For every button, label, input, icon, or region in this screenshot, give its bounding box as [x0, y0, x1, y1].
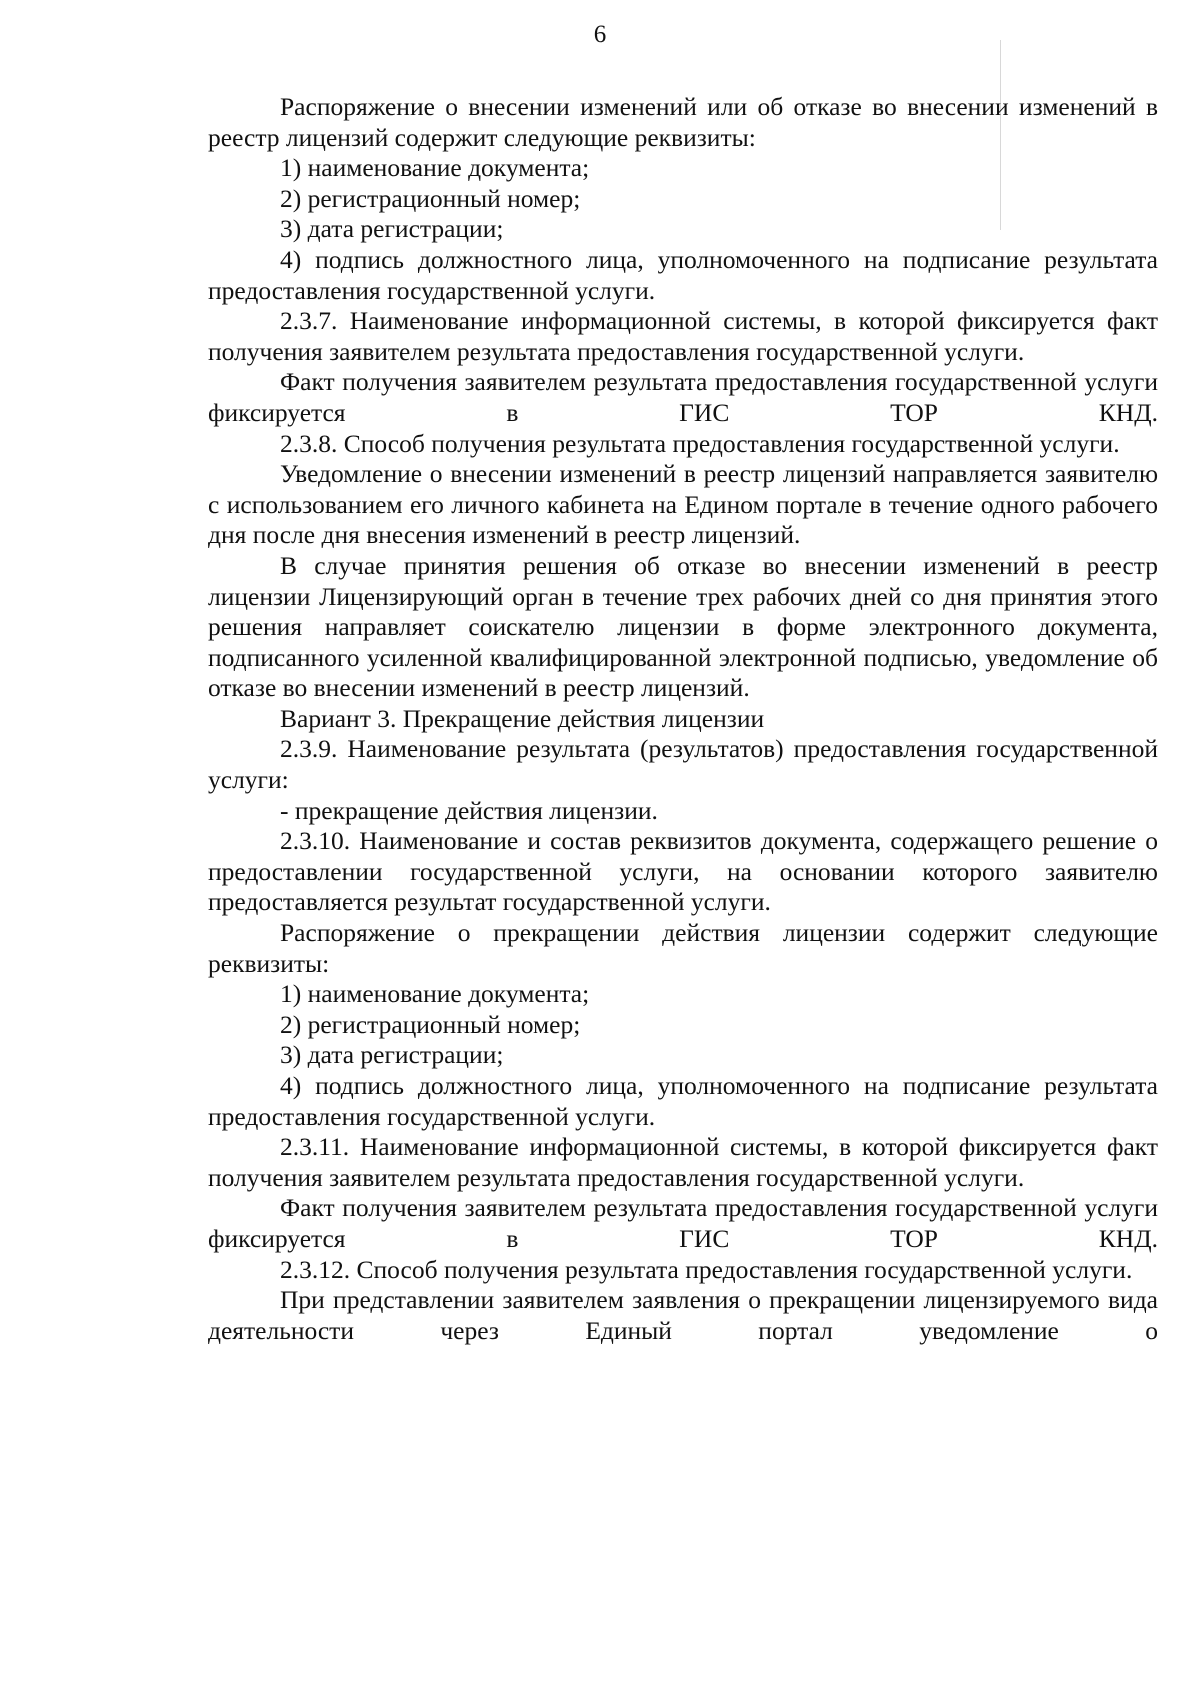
- list-item: 2) регистрационный номер;: [280, 1009, 581, 1039]
- section-paragraph: 2.3.11. Наименование информационной системы, в которой фиксируется факт получения заявителем результата предоставления государственной услуги.: [208, 1132, 1158, 1192]
- paragraph: Распоряжение о внесении изменений или об отказе во внесении изменений в реестр лицензий содержит следующие реквизиты:: [208, 92, 1158, 152]
- document-body: [208, 92, 1158, 1346]
- list-item: 3) дата регистрации;: [280, 214, 504, 244]
- paragraph: В случае принятия решения об отказе во внесении изменений в реестр лицензии Лицензирующий орган в течение трех рабочих дней со дня принятия этого решения направляет соискателю лицензии в форме электронного документа, подписанного усиленной квалифицированной электронной подписью, уведомление об отказе во внесении изменений в реестр лицензий.: [208, 550, 1158, 703]
- list-item: 4) подпись должностного лица, уполномоченного на подписание результата предоставления государственной услуги.: [208, 244, 1158, 305]
- paragraph: Факт получения заявителем результата предоставления государственной услуги фиксируется в ГИС ТОР КНД.: [208, 1193, 1158, 1253]
- list-item: - прекращение действия лицензии.: [280, 795, 658, 825]
- section-paragraph: 2.3.9. Наименование результата (результатов) предоставления государственной услуги:: [208, 734, 1158, 795]
- list-item: 2) регистрационный номер;: [280, 183, 581, 213]
- section-paragraph: 2.3.8. Способ получения результата предоставления государственной услуги.: [280, 428, 1120, 458]
- paragraph: При представлении заявителем заявления о прекращении лицензируемого вида деятельности через Единый портал уведомление о: [208, 1285, 1158, 1345]
- paragraph: Уведомление о внесении изменений в реестр лицензий направляется заявителю с использованием его личного кабинета на Едином портале в течение одного рабочего дня после дня внесения изменений в реестр лицензий.: [208, 459, 1158, 550]
- paragraph: Распоряжение о прекращении действия лицензии содержит следующие реквизиты:: [208, 918, 1158, 978]
- list-item: 1) наименование документа;: [280, 153, 590, 183]
- paragraph: Факт получения заявителем результата предоставления государственной услуги фиксируется в ГИС ТОР КНД.: [208, 367, 1158, 427]
- list-item: 3) дата регистрации;: [280, 1040, 504, 1070]
- section-paragraph: 2.3.7. Наименование информационной системы, в которой фиксируется факт получения заявителем результата предоставления государственной услуги.: [208, 306, 1158, 366]
- section-paragraph: 2.3.12. Способ получения результата предоставления государственной услуги.: [280, 1254, 1133, 1284]
- variant-heading: Вариант 3. Прекращение действия лицензии: [280, 703, 765, 733]
- section-paragraph: 2.3.10. Наименование и состав реквизитов документа, содержащего решение о предоставлении государственной услуги, на основании которого заявителю предоставляется результат государственной услуги.: [208, 826, 1158, 917]
- list-item: 1) наименование документа;: [280, 979, 590, 1009]
- list-item: 4) подпись должностного лица, уполномоченного на подписание результата предоставления государственной услуги.: [208, 1071, 1158, 1131]
- page-number: 6: [593, 21, 607, 48]
